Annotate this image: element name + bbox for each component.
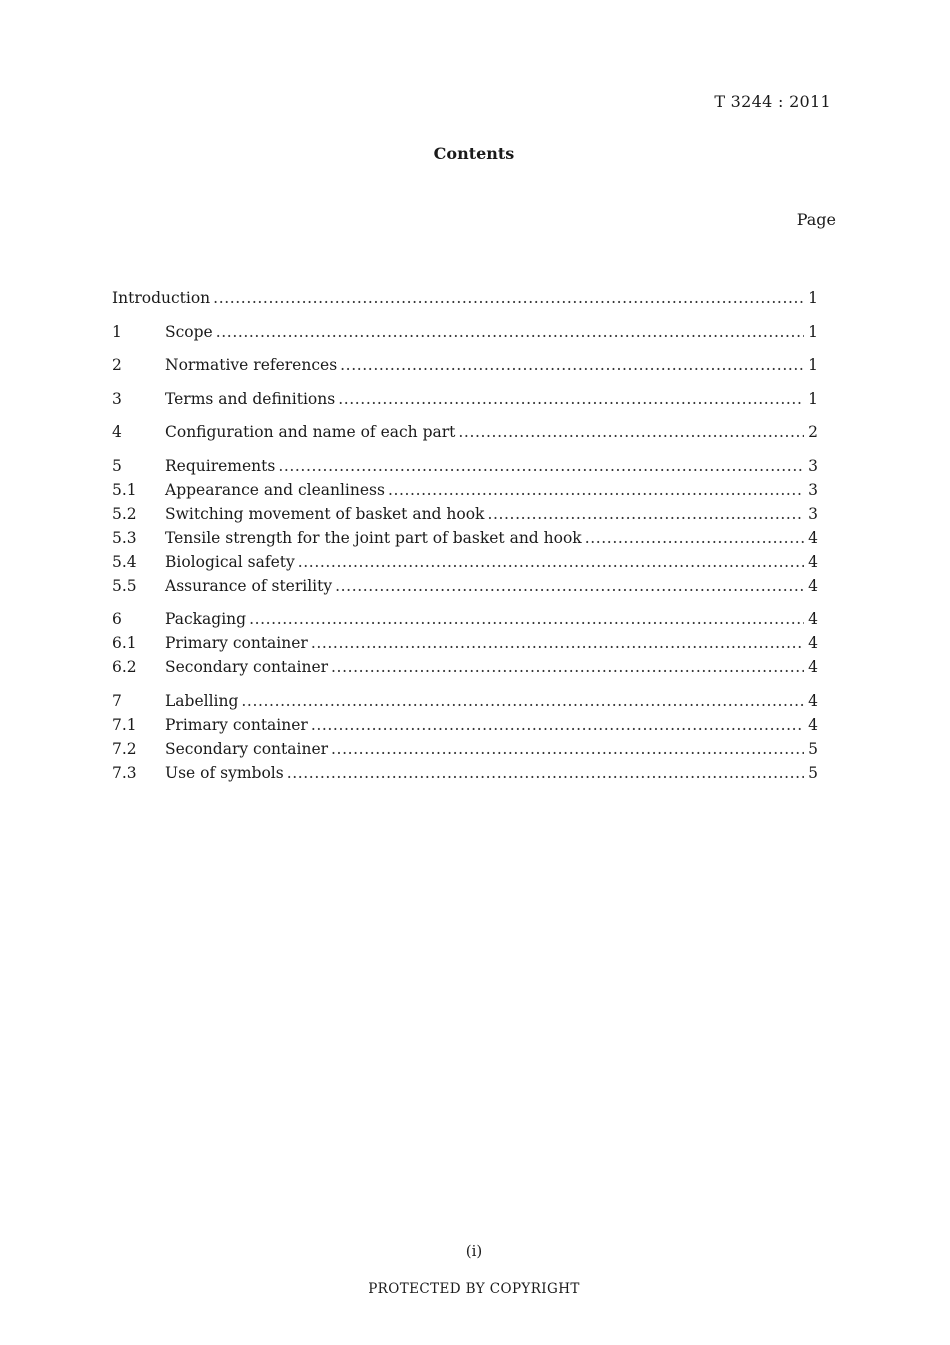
toc-entry-number: 2 [112,356,122,374]
toc-entry-page: 1 [808,356,818,374]
toc-entry-number: 7 [112,691,122,710]
toc-entry-title: Packaging [165,610,247,628]
toc-entry-title: Requirements [165,456,276,475]
toc-entry[interactable] [112,320,818,344]
toc-entry[interactable] [112,574,818,598]
toc-entry-title: Primary container [165,634,308,652]
toc-entry-title: Appearance and cleanliness [165,480,385,499]
toc-entry-page: 3 [808,456,818,475]
toc-entry-number: 7.2 [112,739,137,758]
toc-entry-page: 4 [808,610,818,628]
toc-entry[interactable] [112,713,818,737]
toc-entry-number: 5.3 [112,528,137,547]
toc-dot-leader [249,607,804,631]
toc-entry-title: Secondary container [165,739,329,758]
toc-entry-number: 7.3 [112,763,137,782]
toc-entry-number: 5 [112,456,122,475]
toc-dot-leader [335,574,804,598]
toc-entry[interactable] [112,737,818,761]
toc-dot-leader [340,353,804,377]
toc-entry-title: Switching movement of basket and hook [165,504,485,523]
toc-entry[interactable] [112,761,818,785]
footer-page-number: (i) [465,1242,483,1260]
toc-entry[interactable] [112,550,818,574]
toc-entry-number: 4 [112,423,122,441]
toc-entry-number: 6.1 [112,634,137,652]
toc-entry-number: 7.1 [112,715,137,734]
toc-entry-page: 4 [808,552,818,571]
toc-entry-page: 5 [808,739,818,758]
toc-entry-number: 5.2 [112,504,137,523]
toc-entry-number: 6 [112,610,122,628]
toc-entry[interactable] [112,353,818,377]
toc-entry-page: 1 [808,322,818,341]
toc-entry[interactable] [112,502,818,526]
toc-entry-page: 3 [808,504,818,523]
toc-dot-leader [213,286,804,310]
toc-entry-page: 1 [808,289,818,307]
page-column-label: Page [796,210,836,229]
page-title: Contents [433,144,515,163]
toc-entry-page: 4 [808,691,818,710]
toc-entry[interactable] [112,387,818,411]
toc-entry-title: Assurance of sterility [165,576,333,595]
toc-entry-page: 4 [808,715,818,734]
toc-entry-title: Use of symbols [165,763,284,782]
toc-entry-title: Terms and definitions [165,389,336,408]
toc-entry-page: 5 [808,763,818,782]
toc-entry-title: Scope [165,322,213,341]
toc-entry-number: 1 [112,322,122,341]
standard-id: T 3244 : 2011 [714,92,831,111]
toc-entry[interactable] [112,631,818,655]
toc-entry-number: 3 [112,389,122,408]
toc-entry-page: 2 [808,423,818,441]
toc-entry-page: 1 [808,389,818,408]
toc-entry-page: 4 [808,528,818,547]
toc-dot-leader [311,631,804,655]
toc-entry-title: Biological safety [165,552,295,571]
toc-dot-leader [458,420,804,444]
toc-entry[interactable] [112,526,818,550]
toc-entry[interactable] [112,689,818,713]
toc-entry-title: Primary container [165,715,308,734]
toc-entry-number: 6.2 [112,658,137,676]
toc-dot-leader [388,478,804,502]
toc-entry[interactable] [112,420,818,444]
toc-dot-leader [216,320,804,344]
toc-dot-leader [487,502,804,526]
toc-dot-leader [331,655,804,679]
toc-entry-page: 4 [808,658,818,676]
toc-entry[interactable] [112,454,818,478]
toc-entry-page: 4 [808,576,818,595]
toc-entry[interactable] [112,655,818,679]
copyright-notice: PROTECTED BY COPYRIGHT [368,1281,580,1297]
toc-dot-leader [278,454,804,478]
toc-entry-title: Labelling [165,691,239,710]
toc-dot-leader [338,387,804,411]
toc-dot-leader [241,689,804,713]
toc-dot-leader [287,761,804,785]
toc-entry-title: Secondary container [165,658,329,676]
toc-dot-leader [585,526,804,550]
toc-dot-leader [298,550,804,574]
toc-entry-number: 5.4 [112,552,137,571]
toc-entry-title: Configuration and name of each part [165,423,456,441]
toc-entry[interactable] [112,607,818,631]
toc-dot-leader [311,713,804,737]
toc-entry-title: Normative references [165,356,338,374]
table-of-contents [112,286,818,785]
toc-entry-page: 3 [808,480,818,499]
toc-dot-leader [331,737,804,761]
toc-entry[interactable] [112,478,818,502]
toc-entry-title: Tensile strength for the joint part of basket and hook [165,528,582,547]
toc-entry[interactable] [112,286,818,310]
toc-entry-number: 5.5 [112,576,137,595]
toc-entry-number: 5.1 [112,480,137,499]
toc-entry-title: Introduction [112,289,211,307]
toc-entry-page: 4 [808,634,818,652]
